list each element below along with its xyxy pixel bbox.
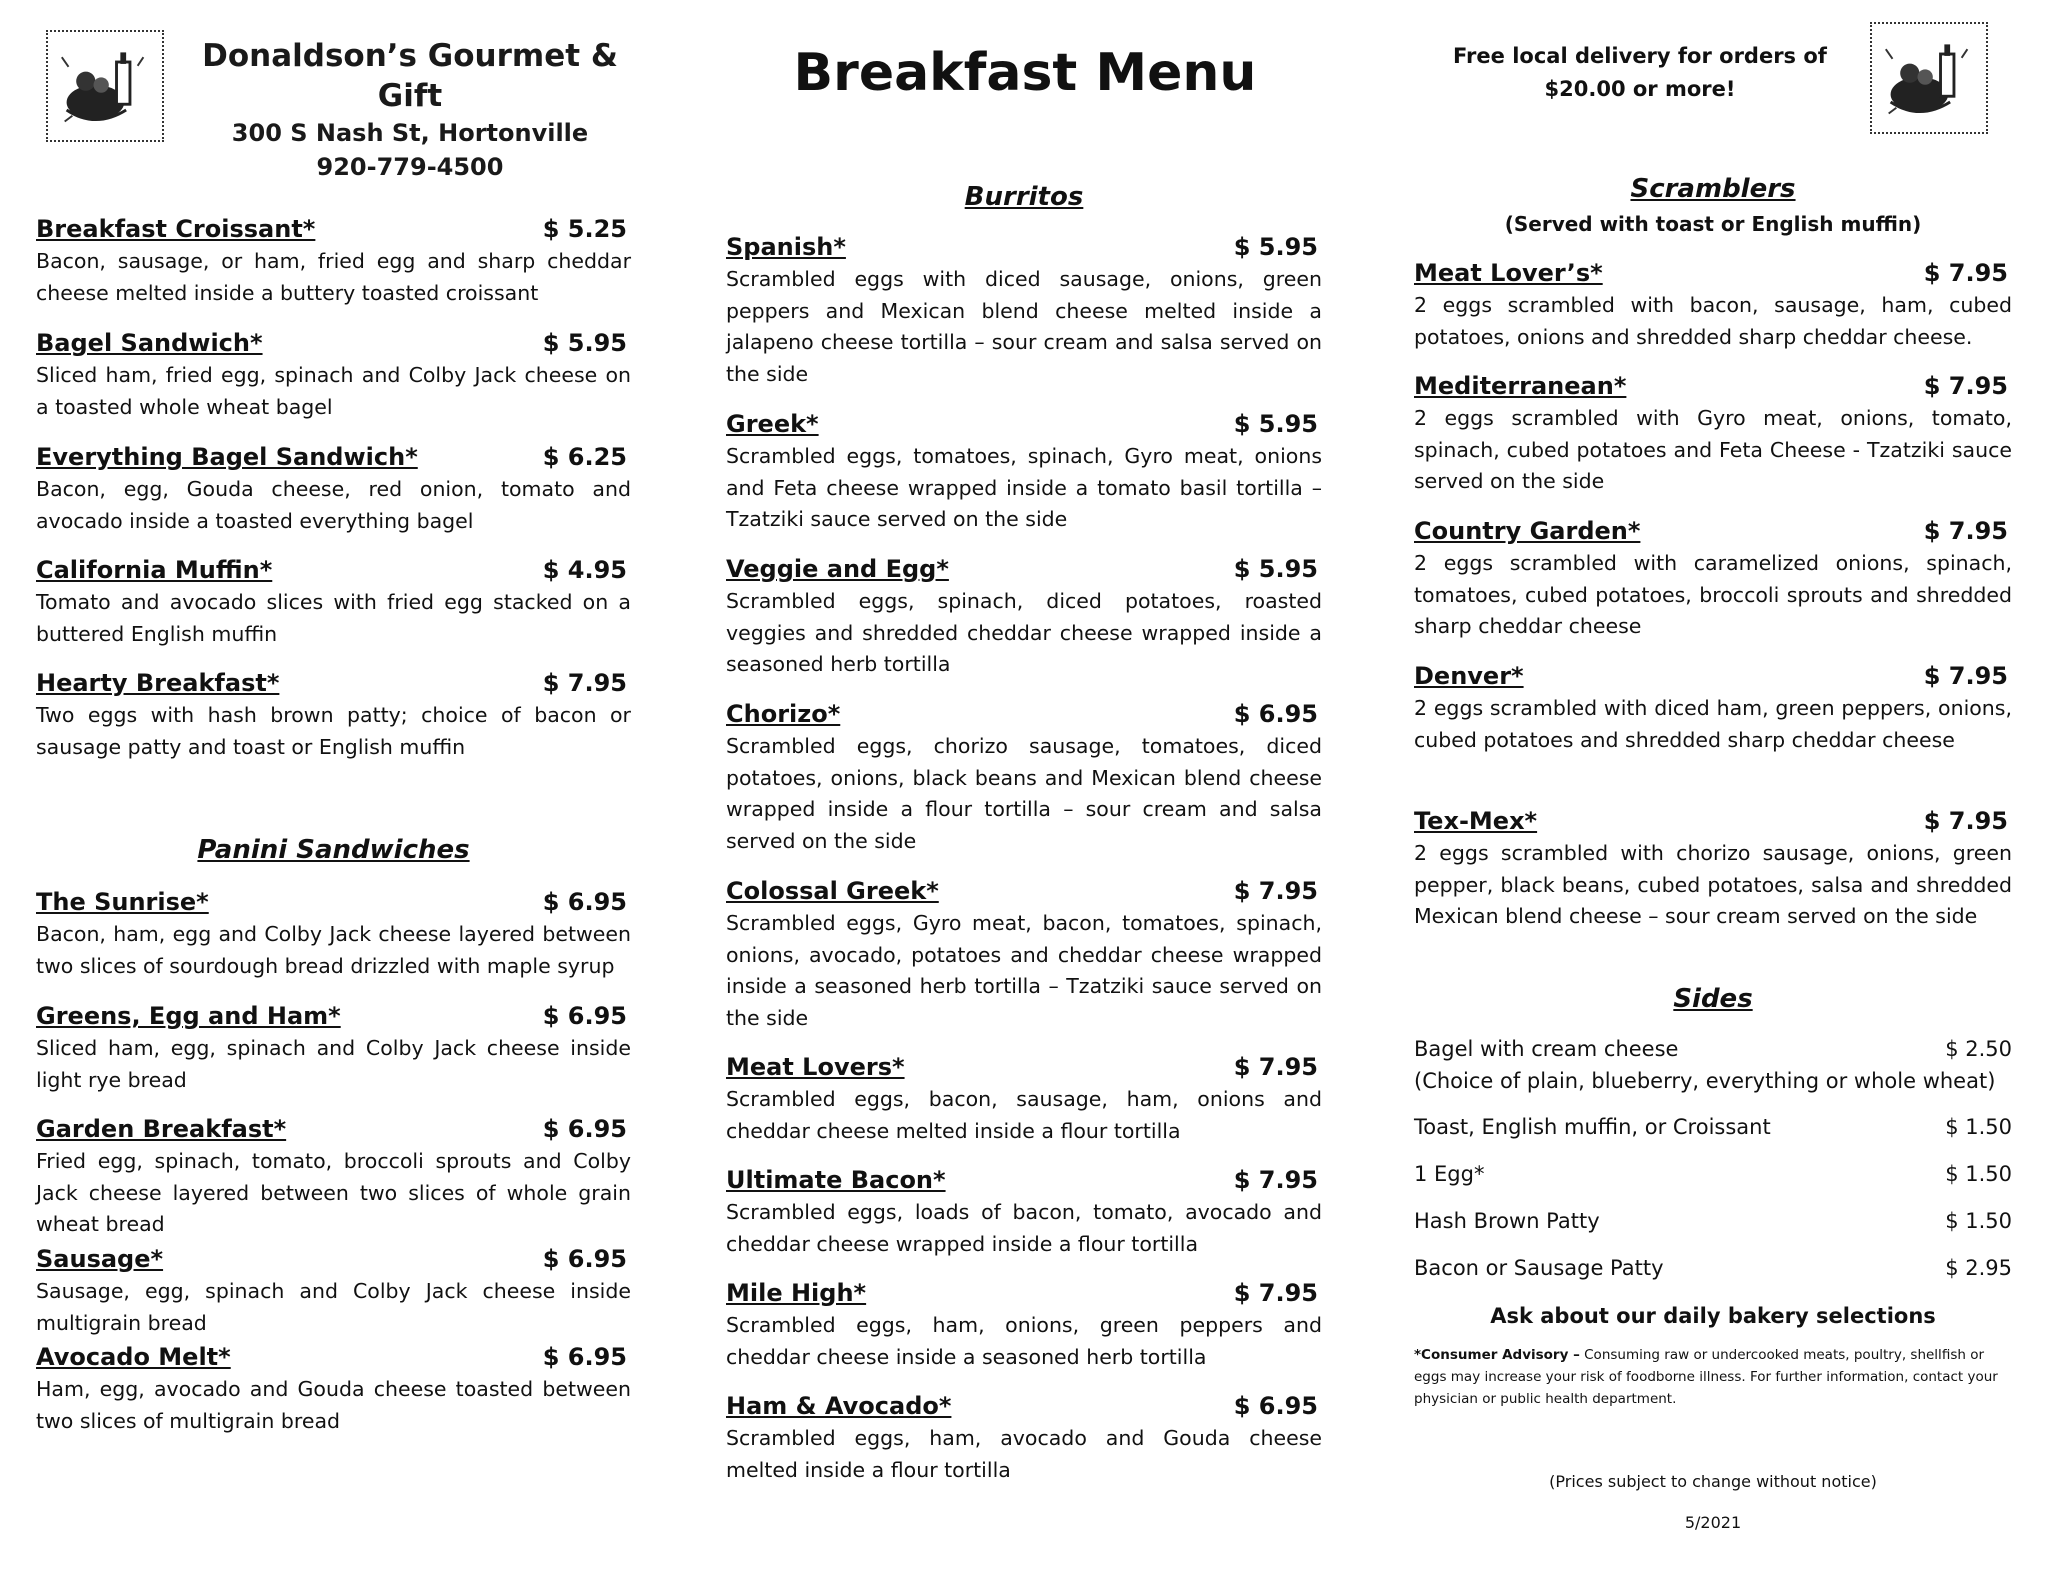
menu-item [36,885,631,982]
delivery-line-2: $20.00 or more! [1544,77,1736,101]
item-price: $ 7.95 [1923,372,2008,400]
item-name: Sausage* [36,1245,164,1273]
item-name: California Muffin* [36,556,273,584]
menu-item [36,666,631,763]
item-name: Meat Lovers* [726,1053,905,1081]
item-description: Scrambled eggs, tomatoes, spinach, Gyro meat, onions and Feta cheese wrapped inside a tomato basil tortilla – Tzatziki sauce served on the side [726,444,1322,531]
page-title: Breakfast Menu [793,43,1257,103]
item-price: $ 7.95 [1923,662,2008,690]
prices-note: (Prices subject to change without notice) [1549,1472,1877,1491]
menu-item [1414,369,2012,498]
side-name: Toast, English muffin, or Croissant [1414,1115,1771,1139]
consumer-advisory [1414,1344,2012,1410]
item-description: Scrambled eggs, spinach, diced potatoes, roasted veggies and shredded cheddar cheese wrapped inside a seasoned herb tortilla [726,589,1322,676]
store-header [170,36,650,184]
item-name: Avocado Melt* [36,1343,231,1371]
item-name: Mile High* [726,1279,867,1307]
gift-basket-illustration-icon [57,41,153,131]
item-price: $ 7.95 [1233,1166,1318,1194]
item-name: Breakfast Croissant* [36,215,316,243]
item-name: Mediterranean* [1414,372,1627,400]
menu-date: 5/2021 [1684,1513,1742,1532]
delivery-notice [1440,40,1840,106]
side-item [1414,1205,2012,1237]
item-description: 2 eggs scrambled with chorizo sausage, onions, green pepper, black beans, cubed potatoes, salsa and shredded Mexican blend cheese – sour cream served on the side [1414,841,2012,928]
menu-item [726,874,1322,1034]
item-price: $ 6.95 [542,1245,627,1273]
item-price: $ 6.95 [1233,700,1318,728]
item-price: $ 7.95 [1923,807,2008,835]
item-name: Denver* [1414,662,1524,690]
side-item [1414,1111,2012,1143]
item-price: $ 6.95 [542,1002,627,1030]
item-name: Garden Breakfast* [36,1115,287,1143]
item-description: Tomato and avocado slices with fried egg stacked on a buttered English muffin [36,590,631,646]
bakery-note: Ask about our daily bakery selections [1490,1304,1936,1328]
item-description: Scrambled eggs, loads of bacon, tomato, avocado and cheddar cheese wrapped inside a flour tortilla [726,1200,1322,1256]
item-price: $ 7.95 [1923,517,2008,545]
item-price: $ 6.95 [542,1343,627,1371]
menu-item [726,1389,1322,1486]
gift-basket-illustration-icon [1881,33,1977,123]
item-description: Sausage, egg, spinach and Colby Jack cheese inside multigrain bread [36,1279,631,1335]
side-item [1414,1158,2012,1190]
menu-item [1414,804,2012,933]
menu-item [726,407,1322,536]
item-name: The Sunrise* [36,888,209,916]
item-price: $ 7.95 [1233,1279,1318,1307]
store-logo-left [46,30,164,142]
section-title-burritos: Burritos [964,182,1084,212]
item-description: Scrambled eggs, bacon, sausage, ham, onions and cheddar cheese melted inside a flour tortilla [726,1087,1322,1143]
item-price: $ 6.25 [542,443,627,471]
side-price: $ 2.95 [1945,1256,2012,1280]
item-price: $ 7.95 [1923,259,2008,287]
item-price: $ 6.95 [1233,1392,1318,1420]
item-description: Scrambled eggs, Gyro meat, bacon, tomatoes, spinach, onions, avocado, potatoes and cheddar cheese wrapped inside a seasoned herb tortilla – Tzatziki sauce served on the side [726,911,1322,1030]
item-price: $ 5.95 [1233,410,1318,438]
menu-item [1414,659,2012,756]
section-title-sides: Sides [1673,984,1753,1014]
item-description: Bacon, sausage, or ham, fried egg and sharp cheddar cheese melted inside a buttery toasted croissant [36,249,631,305]
section-title-panini: Panini Sandwiches [197,835,470,865]
item-description: 2 eggs scrambled with bacon, sausage, ham, cubed potatoes, onions and shredded sharp cheddar cheese. [1414,293,2012,349]
side-price: $ 1.50 [1945,1115,2012,1139]
menu-item [36,1242,631,1339]
menu-item [726,552,1322,681]
item-price: $ 6.95 [542,1115,627,1143]
menu-item [36,1112,631,1241]
item-description: Two eggs with hash brown patty; choice of bacon or sausage patty and toast or English muffin [36,703,631,759]
item-description: Bacon, ham, egg and Colby Jack cheese layered between two slices of sourdough bread drizzled with maple syrup [36,922,631,978]
item-description: 2 eggs scrambled with caramelized onions, spinach, tomatoes, cubed potatoes, broccoli sprouts and shredded sharp cheddar cheese [1414,551,2012,638]
menu-item [1414,514,2012,643]
item-name: Ham & Avocado* [726,1392,952,1420]
item-price: $ 7.95 [1233,877,1318,905]
menu-item [36,999,631,1096]
item-description: Scrambled eggs with diced sausage, onions, green peppers and Mexican blend cheese melted inside a jalapeno cheese tortilla – sour cream and salsa served on the side [726,267,1322,386]
item-description: Scrambled eggs, ham, avocado and Gouda cheese melted inside a flour tortilla [726,1426,1322,1482]
menu-item [36,1340,631,1437]
item-name: Greens, Egg and Ham* [36,1002,341,1030]
advisory-label: *Consumer Advisory – [1414,1347,1580,1363]
item-price: $ 5.95 [1233,555,1318,583]
menu-item [1414,256,2012,353]
item-name: Everything Bagel Sandwich* [36,443,418,471]
delivery-line-1: Free local delivery for orders of [1453,44,1827,68]
menu-item [36,326,631,423]
item-description: Bacon, egg, Gouda cheese, red onion, tomato and avocado inside a toasted everything bagel [36,477,631,533]
item-name: Spanish* [726,233,846,261]
side-price: $ 1.50 [1945,1209,2012,1233]
side-price: $ 2.50 [1945,1037,2012,1061]
item-description: Sliced ham, fried egg, spinach and Colby Jack cheese on a toasted whole wheat bagel [36,363,631,419]
menu-item [36,212,631,309]
item-price: $ 4.95 [542,556,627,584]
item-description: 2 eggs scrambled with Gyro meat, onions, tomato, spinach, cubed potatoes and Feta Cheese - Tzatziki sauce served on the side [1414,406,2012,493]
menu-item [36,553,631,650]
section-title-scramblers: Scramblers [1630,174,1796,204]
menu-item [726,1276,1322,1373]
item-name: Greek* [726,410,819,438]
side-price: $ 1.50 [1945,1162,2012,1186]
item-name: Hearty Breakfast* [36,669,280,697]
menu-item [726,1050,1322,1147]
item-price: $ 5.95 [1233,233,1318,261]
advisory-text: Consuming raw or undercooked meats, poultry, shellfish or eggs may increase your risk of foodborne illness. For further information, contact your physician or public health department. [1414,1347,1998,1407]
item-price: $ 5.25 [542,215,627,243]
item-description: Sliced ham, egg, spinach and Colby Jack cheese inside light rye bread [36,1036,631,1092]
item-description: Scrambled eggs, chorizo sausage, tomatoes, diced potatoes, onions, black beans and Mexican blend cheese wrapped inside a flour tortilla – sour cream and salsa served on the side [726,734,1322,853]
item-name: Tex-Mex* [1414,807,1538,835]
item-price: $ 6.95 [542,888,627,916]
item-description: Fried egg, spinach, tomato, broccoli sprouts and Colby Jack cheese layered between two slices of whole grain wheat bread [36,1149,631,1236]
item-price: $ 7.95 [542,669,627,697]
side-name: Bacon or Sausage Patty [1414,1256,1664,1280]
item-price: $ 7.95 [1233,1053,1318,1081]
item-name: Ultimate Bacon* [726,1166,946,1194]
item-description: Scrambled eggs, ham, onions, green peppers and cheddar cheese inside a seasoned herb tortilla [726,1313,1322,1369]
side-name: 1 Egg* [1414,1162,1485,1186]
side-item [1414,1033,2012,1065]
section-subtitle-scramblers: (Served with toast or English muffin) [1504,212,1922,236]
menu-item [726,230,1322,390]
menu-item [36,440,631,537]
side-note: (Choice of plain, blueberry, everything or whole wheat) [1414,1069,1996,1093]
side-name: Bagel with cream cheese [1414,1037,1679,1061]
side-name: Hash Brown Patty [1414,1209,1600,1233]
item-description: Ham, egg, avocado and Gouda cheese toasted between two slices of multigrain bread [36,1377,631,1433]
item-name: Meat Lover’s* [1414,259,1603,287]
store-name: Donaldson’s Gourmet & Gift [202,38,618,114]
side-item [1414,1252,2012,1284]
store-logo-right [1870,22,1988,134]
menu-item [726,697,1322,857]
store-phone: 920-779-4500 [316,153,504,181]
item-description: 2 eggs scrambled with diced ham, green peppers, onions, cubed potatoes and shredded sharp cheddar cheese [1414,696,2012,752]
store-address: 300 S Nash St, Hortonville [231,119,589,147]
item-name: Bagel Sandwich* [36,329,263,357]
item-name: Chorizo* [726,700,841,728]
item-price: $ 5.95 [542,329,627,357]
menu-item [726,1163,1322,1260]
item-name: Country Garden* [1414,517,1641,545]
item-name: Veggie and Egg* [726,555,949,583]
item-name: Colossal Greek* [726,877,939,905]
